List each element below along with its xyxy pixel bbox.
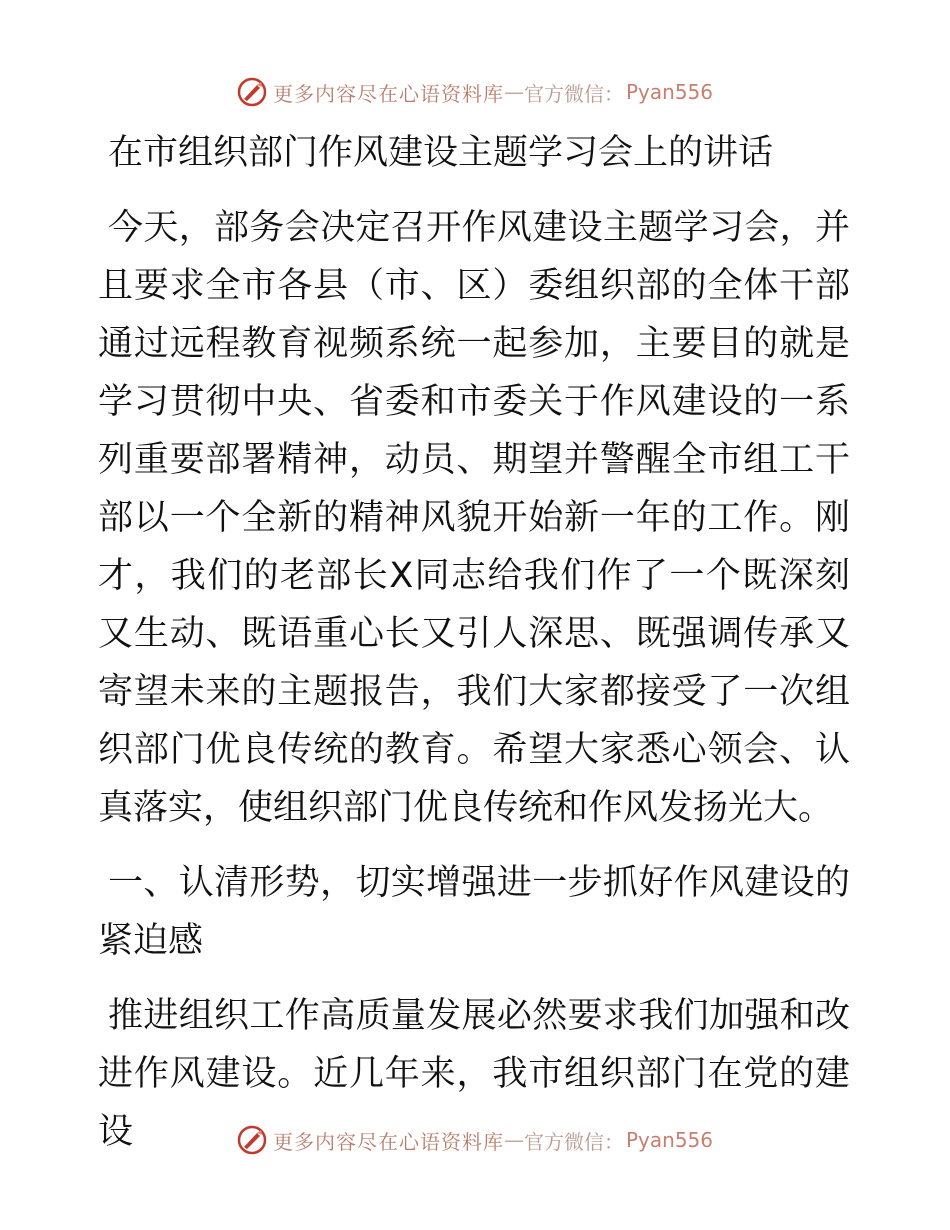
footer-banner-wechat-label: 官方微信：	[523, 1129, 624, 1154]
document-title: 在市组织部门作风建设主题学习会上的讲话	[108, 133, 774, 173]
document-body	[98, 124, 850, 1161]
quill-logo-icon	[237, 77, 267, 107]
footer-banner-text: 更多内容尽在心语资料库	[272, 1129, 504, 1154]
section-heading-1: 一、认清形势，切实增强进一步抓好作风建设的紧迫感	[98, 863, 850, 961]
quill-logo-icon	[237, 1125, 267, 1155]
header-banner-wechat-id: Pyan556	[625, 80, 713, 104]
header-banner-text: 更多内容尽在心语资料库	[272, 81, 504, 106]
footer-banner-dash: —	[503, 1128, 524, 1152]
footer-banner-wechat-id: Pyan556	[625, 1128, 713, 1152]
header-banner-wechat-label: 官方微信：	[523, 81, 624, 106]
header-banner-dash: —	[503, 80, 524, 104]
header-watermark-banner	[0, 72, 950, 112]
paragraph-intro: 今天，部务会决定召开作风建设主题学习会，并且要求全市各县（市、区）委组织部的全体干部通过远程教育视频系统一起参加，主要目的就是学习贯彻中央、省委和市委关于作风建设的一系列重要部署精神，动员、期望并警醒全市组工干部以一个全新的精神风貌开始新一年的工作。刚才，我们的老部长X同志给我们作了一个既深刻又生动、既语重心长又引人深思、既强调传承又寄望未来的主题报告，我们大家都接受了一次组织部门优良传统的教育。希望大家悉心领会、认真落实，使组织部门优良传统和作风发扬光大。	[98, 208, 850, 828]
paragraph-section-1: 推进组织工作高质量发展必然要求我们加强和改进作风建设。近几年来，我市组织部门在党的建设	[98, 996, 850, 1152]
footer-watermark-banner	[0, 1120, 950, 1160]
